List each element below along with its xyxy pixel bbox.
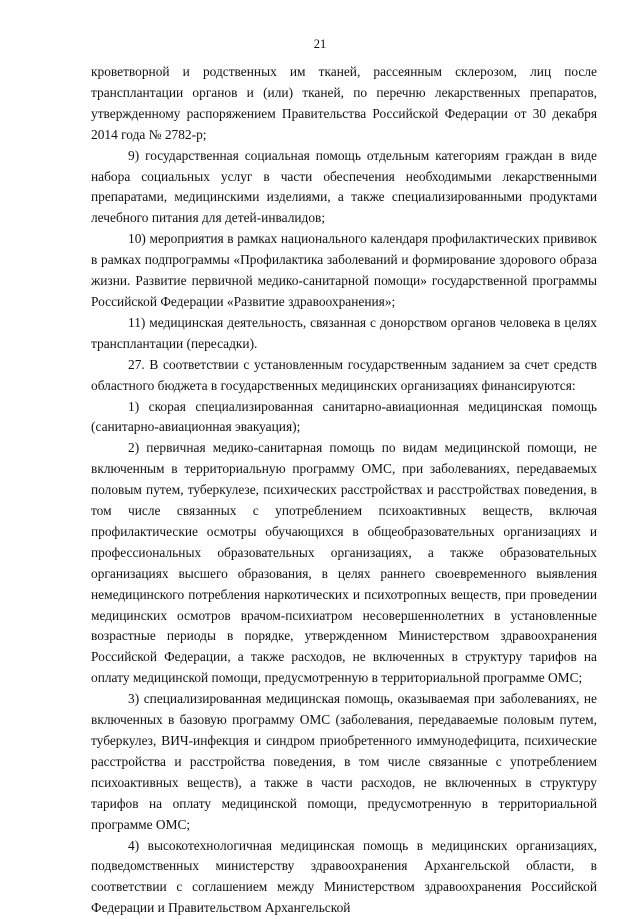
paragraph-item-10: 10) мероприятия в рамках национального календаря профилактических прививок в рамках подпрограммы «Профилактика заболеваний и формирование здорового образа жизни. Развитие первичной медико-санитарной помощи» государственной программы Российской Федерации «Развитие здравоохранения»; — [91, 231, 597, 309]
paragraph-item-27-4: 4) высокотехнологичная медицинская помощь в медицинских организациях, подведомственных министерству здравоохранения Архангельской области, в соответствии с соглашением между Министерством здравоохранения Российской Федерации и Правительством Архангельской — [91, 837, 597, 916]
paragraph-continuation: кроветворной и родственных им тканей, рассеянным склерозом, лиц после трансплантации органов и (или) тканей, по перечню лекарственных препаратов, утвержденному распоряжением Правительства Российской Федерации от 30 декабря 2014 года № 2782-р; — [91, 64, 597, 142]
document-body — [91, 62, 597, 919]
paragraph-item-27-3: 3) специализированная медицинская помощь, оказываемая при заболеваниях, не включенных в базовую программу ОМС (заболевания, передаваемые половым путем, туберкулез, ВИЧ-инфекция и синдром приобретенного иммунодефицита, психические расстройства и расстройства поведения, в том числе связанные с употреблением психоактивных веществ), а также в части расходов, не включенных в структуру тарифов на оплату медицинской помощи, предусмотренную в территориальной программе ОМС; — [91, 691, 597, 832]
paragraph-item-9: 9) государственная социальная помощь отдельным категориям граждан в виде набора социальных услуг в части обеспечения необходимыми лекарственными препаратами, медицинскими изделиями, а также специализированными продуктами лечебного питания для детей-инвалидов; — [91, 147, 597, 226]
paragraph-item-27-2: 2) первичная медико-санитарная помощь по видам медицинской помощи, не включенным в территориальную программу ОМС, при заболеваниях, передаваемых половым путем, туберкулезе, психических расстройствах и расстройствах поведения, в том числе связанных с употреблением психоактивных веществ, включая профилактические осмотры обучающихся в общеобразовательных организациях и профессиональных образовательных организациях, а также образовательных организациях высшего образования, в целях раннего своевременного выявления немедицинского потребления наркотических и психотропных веществ, при проведении медицинских осмотров врачом-психиатром несовершеннолетних в установленные возрастные периоды в порядке, утвержденном Министерством здравоохранения Российской Федерации, а также расходов, не включенных в структуру тарифов на оплату медицинской помощи, предусмотренную в территориальной программе ОМС; — [91, 440, 597, 686]
paragraph-section-27: 27. В соответствии с установленным государственным заданием за счет средств областного бюджета в государственных медицинских организациях финансируются: — [91, 356, 597, 393]
paragraph-item-11: 11) медицинская деятельность, связанная с донорством органов человека в целях трансплантации (пересадки). — [91, 314, 597, 351]
paragraph-item-27-1: 1) скорая специализированная санитарно-авиационная медицинская помощь (санитарно-авиационная эвакуация); — [91, 398, 597, 435]
page-number: 21 — [313, 37, 327, 51]
